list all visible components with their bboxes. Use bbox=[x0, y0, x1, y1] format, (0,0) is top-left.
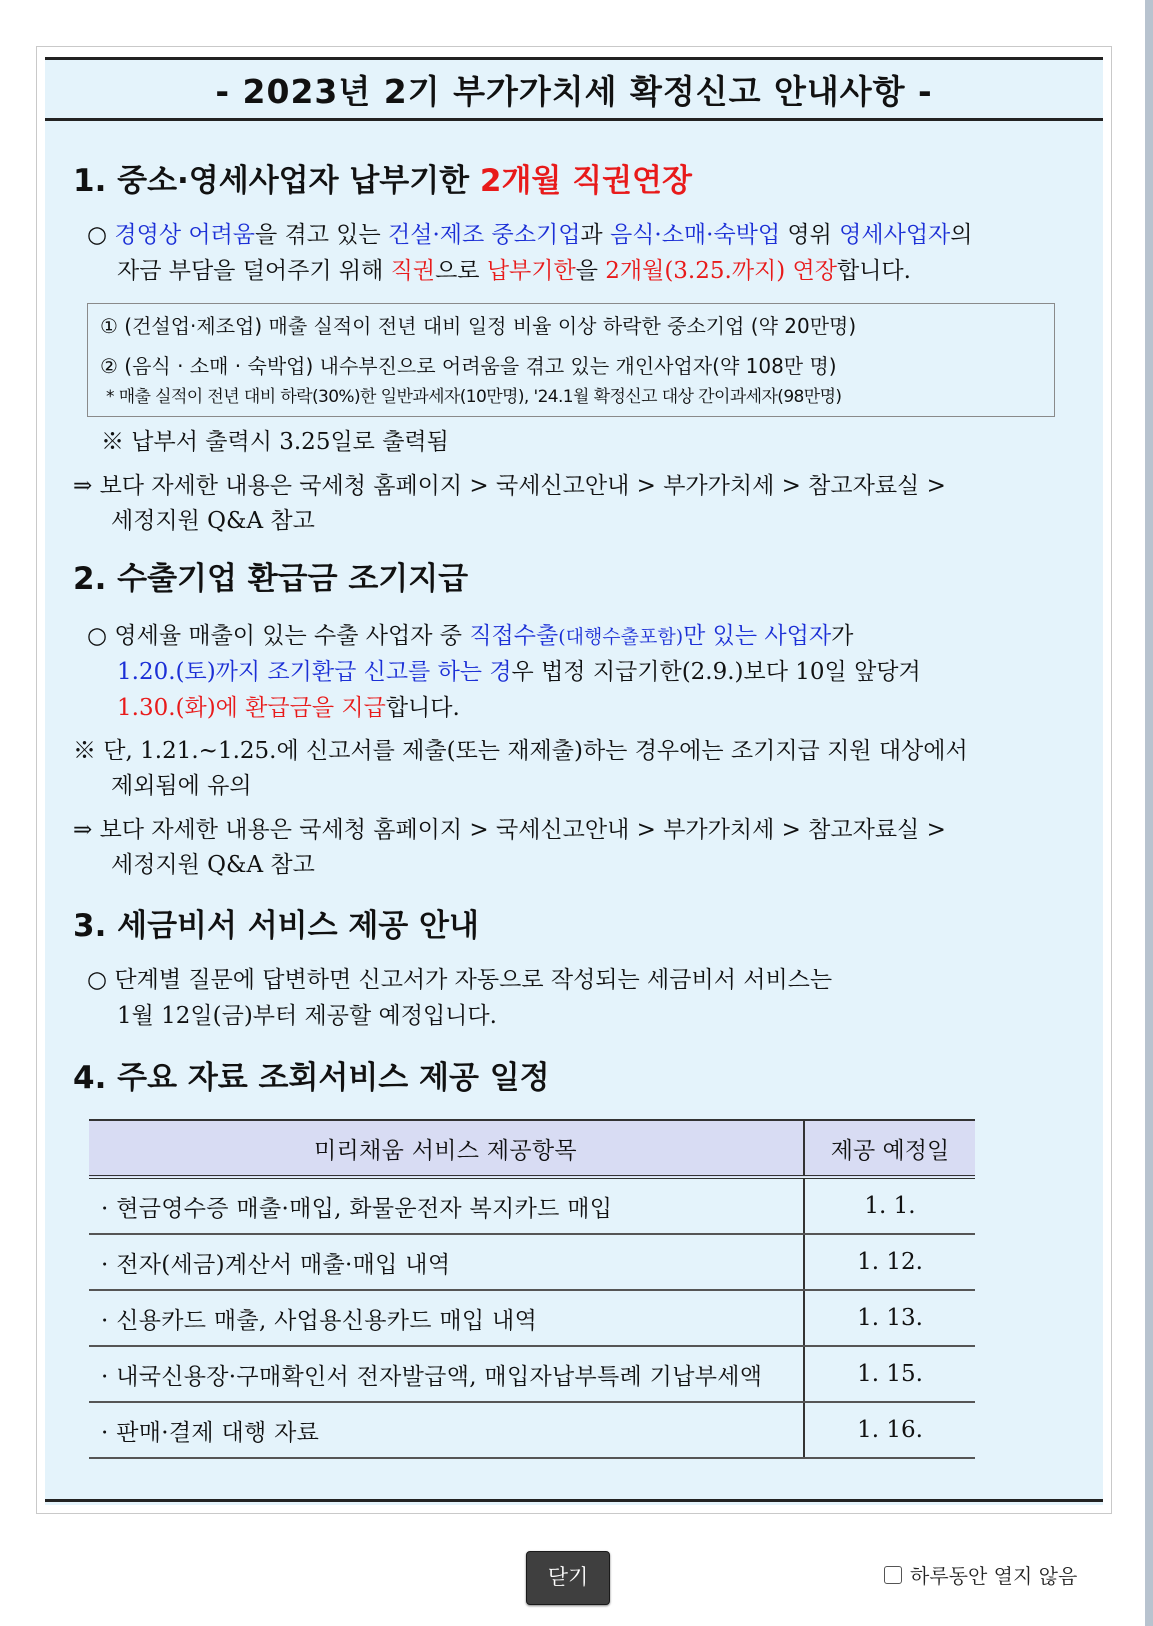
section-2-reference-line-1: ⇒ 보다 자세한 내용은 국세청 홈페이지 > 국세신고안내 > 부가가치세 > 참고자료실 > bbox=[73, 817, 946, 843]
background-page-edge bbox=[1145, 0, 1153, 1626]
highlight-text: 직접수출 bbox=[469, 623, 559, 649]
column-header-item: 미리채움 서비스 제공항목 bbox=[89, 1120, 804, 1177]
text: 의 bbox=[950, 222, 973, 248]
section-3-paragraph-line-1: ○ 단계별 질문에 답변하면 신고서가 자동으로 작성되는 세금비서 서비스는 bbox=[87, 967, 833, 993]
highlight-text: 음식·소매·숙박업 bbox=[609, 222, 781, 248]
highlight-text: 건설·제조 중소기업 bbox=[388, 222, 581, 248]
highlight-text: 1.20.(토)까지 조기환급 신고를 하는 경 bbox=[117, 659, 512, 685]
section-1-paragraph-line-1 bbox=[87, 217, 972, 253]
highlight-text: 경영상 어려움 bbox=[114, 222, 256, 248]
notice-image-frame bbox=[36, 46, 1112, 1514]
text: 우 법정 지급기한(2.9.)보다 10일 앞당겨 bbox=[511, 659, 921, 685]
notice-content bbox=[45, 57, 1103, 1505]
table-row bbox=[89, 1290, 975, 1346]
table-row bbox=[89, 1177, 975, 1234]
bottom-divider bbox=[45, 1499, 1103, 1502]
section-2-note-line-1: ※ 단, 1.21.~1.25.에 신고서를 제출(또는 재제출)하는 경우에는 조기지급 지원 대상에서 bbox=[73, 738, 968, 764]
schedule-date: 1. 15. bbox=[804, 1346, 975, 1402]
schedule-date: 1. 13. bbox=[804, 1290, 975, 1346]
eligibility-box bbox=[87, 303, 1055, 417]
eligibility-line-2: ② (음식 · 소매 · 숙박업) 내수부진으로 어려움을 겪고 있는 개인사업자(약 108만 명) bbox=[100, 354, 837, 378]
text: 영위 bbox=[780, 222, 840, 248]
schedule-date: 1. 12. bbox=[804, 1234, 975, 1290]
text: ○ 영세율 매출이 있는 수출 사업자 중 bbox=[87, 623, 470, 649]
text: 합니다. bbox=[836, 258, 911, 284]
text: 과 bbox=[580, 222, 610, 248]
schedule-item: · 신용카드 매출, 사업용신용카드 매입 내역 bbox=[89, 1290, 804, 1346]
section-1-paragraph-line-2 bbox=[117, 253, 911, 289]
skip-today-checkbox[interactable] bbox=[884, 1566, 902, 1584]
schedule-header-row bbox=[89, 1120, 975, 1177]
section-1-reference-line-1: ⇒ 보다 자세한 내용은 국세청 홈페이지 > 국세신고안내 > 부가가치세 > 참고자료실 > bbox=[73, 473, 946, 499]
table-row bbox=[89, 1234, 975, 1290]
schedule-date: 1. 1. bbox=[804, 1177, 975, 1234]
schedule-date: 1. 16. bbox=[804, 1402, 975, 1458]
section-3-heading: 3. 세금비서 서비스 제공 안내 bbox=[73, 908, 479, 944]
schedule-item: · 판매·결제 대행 자료 bbox=[89, 1402, 804, 1458]
column-header-date: 제공 예정일 bbox=[804, 1120, 975, 1177]
section-2-paragraph-line-3 bbox=[117, 690, 460, 726]
section-2-paragraph-line-2 bbox=[117, 654, 921, 690]
schedule-item: · 내국신용장·구매확인서 전자발급액, 매입자납부특례 기납부세액 bbox=[89, 1346, 804, 1402]
section-1-note: ※ 납부서 출력시 3.25일로 출력됨 bbox=[101, 429, 449, 455]
highlight-text: 영세사업자 bbox=[839, 222, 951, 248]
section-2-paragraph-line-1 bbox=[87, 618, 853, 655]
section-3-paragraph-line-2: 1월 12일(금)부터 제공할 예정입니다. bbox=[117, 1003, 497, 1029]
highlight-text: 직권 bbox=[390, 258, 436, 284]
section-1-heading-text: 1. 중소·영세사업자 납부기한 bbox=[73, 163, 480, 199]
eligibility-footnote: * 매출 실적이 전년 대비 하락(30%)한 일반과세자(10만명), '24.1월 확정신고 대상 간이과세자(98만명) bbox=[106, 387, 842, 407]
section-1-heading-highlight: 2개월 직권연장 bbox=[479, 163, 692, 199]
highlight-text: 만 있는 사업자 bbox=[683, 623, 832, 649]
text: 가 bbox=[831, 623, 854, 649]
highlight-text: (대행수출포함) bbox=[558, 626, 684, 648]
highlight-text: 1.30.(화)에 환급금을 지급 bbox=[117, 695, 386, 721]
text: 으로 bbox=[435, 258, 487, 284]
section-2-heading: 2. 수출기업 환급금 조기지급 bbox=[73, 561, 469, 597]
close-button[interactable]: 닫기 bbox=[526, 1551, 610, 1605]
skip-today-label: 하루동안 열지 않음 bbox=[910, 1564, 1078, 1588]
schedule-table bbox=[89, 1119, 975, 1459]
bullet: ○ bbox=[87, 222, 115, 248]
table-row bbox=[89, 1402, 975, 1458]
section-1-reference-line-2: 세정지원 Q&A 참고 bbox=[111, 508, 315, 534]
section-4-heading: 4. 주요 자료 조회서비스 제공 일정 bbox=[73, 1060, 550, 1096]
table-row bbox=[89, 1346, 975, 1402]
eligibility-line-1: ① (건설업·제조업) 매출 실적이 전년 대비 일정 비율 이상 하락한 중소기업 (약 20만명) bbox=[100, 314, 857, 338]
section-2-note-line-2: 제외됨에 유의 bbox=[111, 773, 252, 799]
schedule-item: · 전자(세금)계산서 매출·매입 내역 bbox=[89, 1234, 804, 1290]
notice-title: - 2023년 2기 부가가치세 확정신고 안내사항 - bbox=[215, 71, 933, 111]
text: 을 bbox=[575, 258, 606, 284]
text: 합니다. bbox=[385, 695, 460, 721]
skip-today-option[interactable] bbox=[884, 1560, 1077, 1589]
text: 을 겪고 있는 bbox=[255, 222, 389, 248]
text: 자금 부담을 덜어주기 위해 bbox=[117, 258, 391, 284]
schedule-item: · 현금영수증 매출·매입, 화물운전자 복지카드 매입 bbox=[89, 1177, 804, 1234]
section-1-heading bbox=[73, 155, 692, 200]
highlight-text: 납부기한 bbox=[486, 258, 576, 284]
highlight-text: 2개월(3.25.까지) 연장 bbox=[605, 258, 837, 284]
section-2-reference-line-2: 세정지원 Q&A 참고 bbox=[111, 852, 315, 878]
notice-title-bar bbox=[45, 57, 1103, 121]
